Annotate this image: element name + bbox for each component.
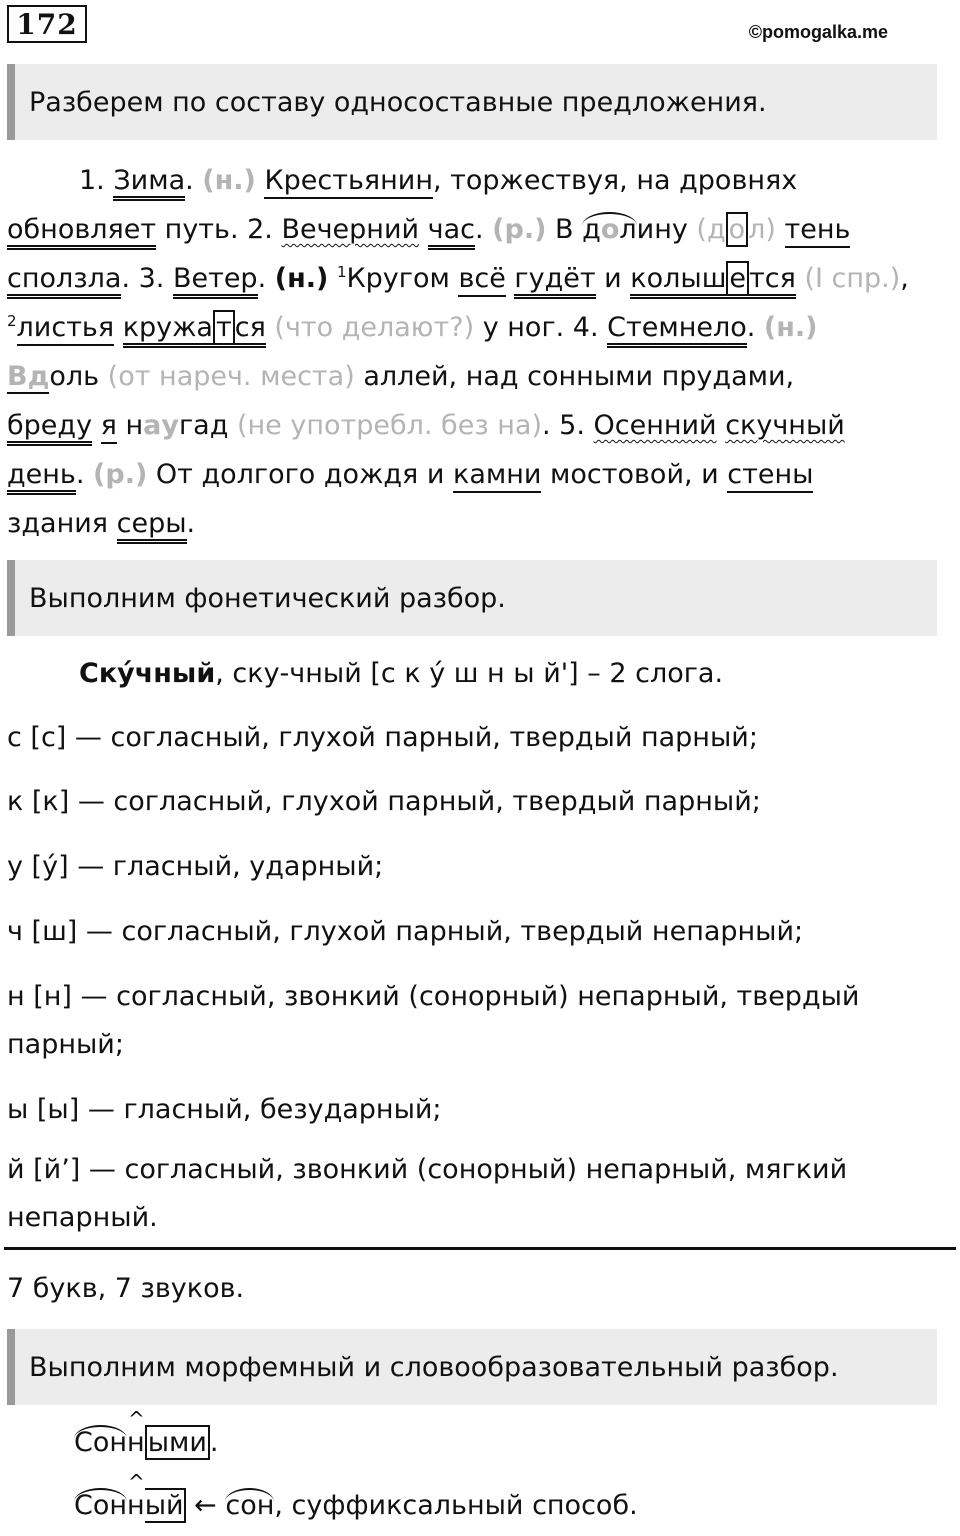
- morphemic-word: Сон^ н ыми .: [74, 1427, 219, 1458]
- exercise-text: 1. Зима. (н.) Крестьянин, торжествуя, на дровнях обновляет путь. 2. Вечерний час. (р.) В долину (д о л) тень сползла. 3. Ветер. (н.) $^1$Кругом всё гудёт и колыш е тся (I спр.), $^2$листья кружа т ся (что делают?) у ног. 4. Стемнело. (н.) Вдоль (от нареч. места) аллей, над сонными прудами, бреду я наугад (не употребл. без на). 5. Осенний скучный день. (р.) От долгого дождя и камни мостовой, и стены здания серы.: [7, 156, 942, 548]
- banner-text: Выполним фонетический разбор.: [29, 582, 506, 614]
- section-banner-composition: [7, 64, 937, 140]
- sound-line: у [ý] — гласный, ударный;: [7, 851, 384, 882]
- divider: [4, 1247, 956, 1250]
- phonetic-word: Скýчный: [79, 658, 216, 689]
- section-banner-morphemic: [7, 1329, 937, 1405]
- watermark: ©pomogalka.me: [748, 22, 888, 42]
- letters-sounds-summary: 7 букв, 7 звуков.: [7, 1273, 245, 1304]
- banner-text: Разберем по составу односоставные предложения.: [29, 86, 767, 118]
- derivation-line: Сон^ ный ← сон, суффиксальный способ.: [74, 1490, 638, 1521]
- derivation-method: , суффиксальный способ.: [274, 1490, 638, 1521]
- sound-line: ч [ш] — согласный, глухой парный, твердый непарный;: [7, 916, 804, 947]
- sound-line: парный;: [7, 1029, 124, 1060]
- sound-line: с [с] — согласный, глухой парный, твердый парный;: [7, 722, 758, 753]
- sound-line: непарный.: [7, 1202, 158, 1233]
- sound-line: к [к] — согласный, глухой парный, твердый парный;: [7, 786, 761, 817]
- section-banner-phonetic: [7, 560, 937, 636]
- banner-text: Выполним морфемный и словообразовательный разбор.: [29, 1351, 839, 1383]
- sound-line: й [й’] — согласный, звонкий (сонорный) непарный, мягкий: [7, 1154, 848, 1185]
- phonetic-transcription: , ску-чный [с к ý ш н ы й'] – 2 слога.: [215, 658, 724, 689]
- sound-line: н [н] — согласный, звонкий (сонорный) непарный, твердый: [7, 981, 860, 1012]
- exercise-number: 172: [7, 5, 87, 43]
- phonetic-word-line: [79, 658, 723, 689]
- sound-line: ы [ы] — гласный, безударный;: [7, 1094, 442, 1125]
